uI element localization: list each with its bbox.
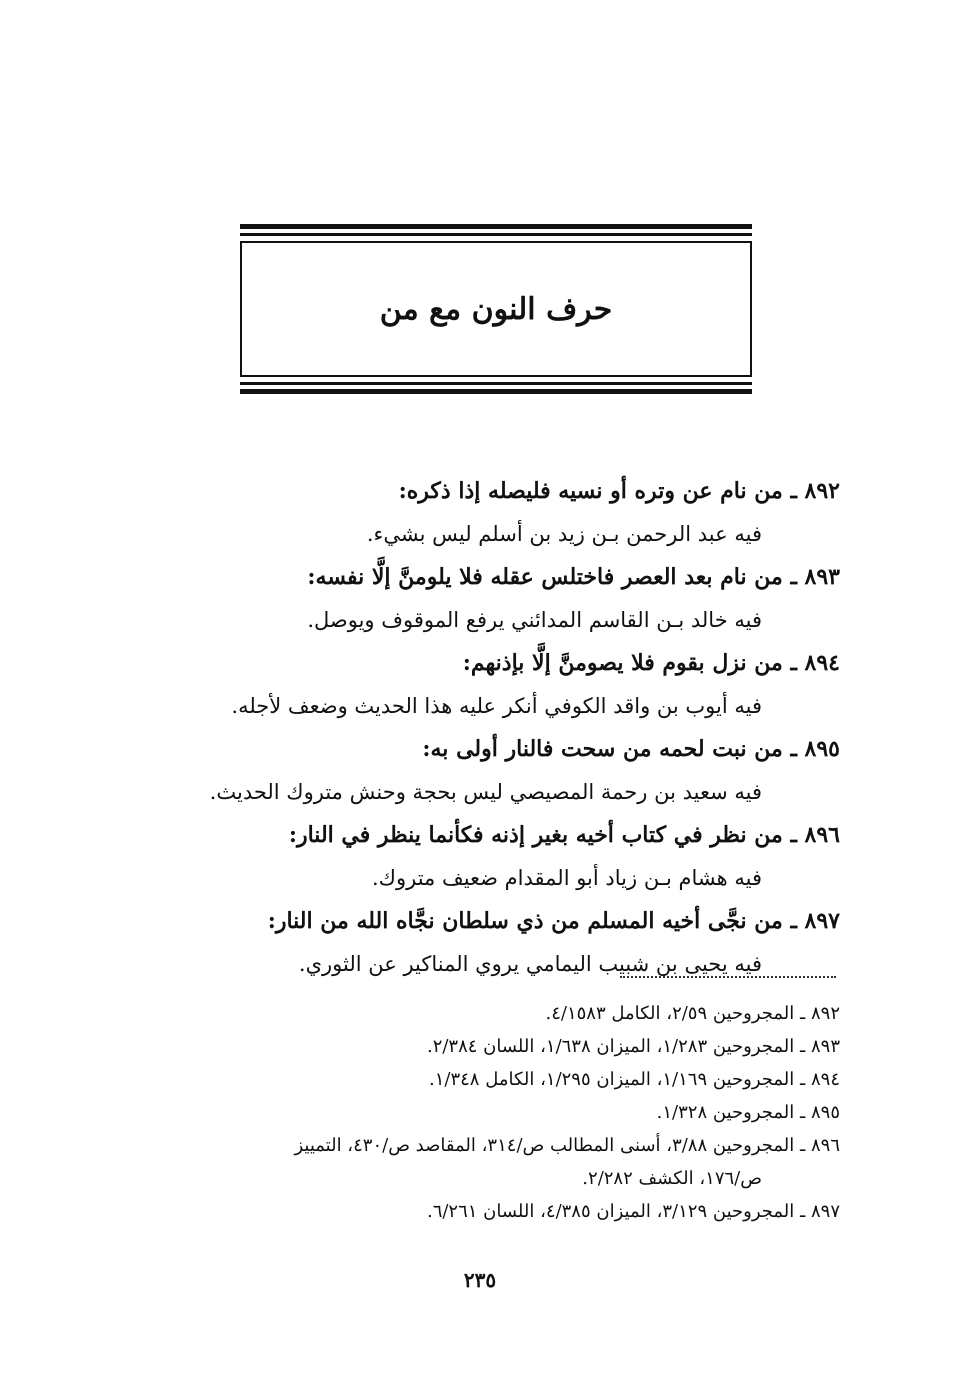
entry-heading: ٨٩٤ ـ من نزل بقوم فلا يصومنَّ إلَّا بإذنهم:	[150, 642, 840, 685]
entry-heading: ٨٩٥ ـ من نبت لحمه من سحت فالنار أولى به:	[150, 728, 840, 771]
footnote: ٨٩٦ ـ المجروحين ٣/٨٨، أسنى المطالب ص/٣١٤، المقاصد ص/٤٣٠، التمييز	[294, 1135, 840, 1156]
entry-text: من نظر في كتاب أخيه بغير إذنه فكأنما ينظر في النار:	[288, 822, 783, 848]
entry-number: ٨٩٦	[804, 822, 840, 848]
entry-heading: ٨٩٧ ـ من نجَّى أخيه المسلم من ذي سلطان نجَّاه الله من النار:	[150, 900, 840, 943]
entry-note: فيه عبد الرحمن بـن زيد بن أسلم ليس بشيء.	[366, 522, 762, 546]
entry-heading: ٨٩٣ ـ من نام بعد العصر فاختلس عقله فلا يلومنَّ إلَّا نفسه:	[150, 556, 840, 599]
footnote-text: المجروحين ١/١٦٩، الميزان ١/٢٩٥، الكامل ١/٣٤٨.	[428, 1069, 795, 1090]
footnote-number: ٨٩٦	[810, 1135, 840, 1156]
footnote-text: المجروحين ١/٣٢٨.	[656, 1102, 795, 1123]
entry-text: من نام عن وتره أو نسيه فليصله إذا ذكره:	[398, 478, 783, 504]
chapter-title-frame	[240, 224, 752, 394]
footnotes	[136, 997, 840, 1228]
footnote-continuation: ص/١٧٦، الكشف ٢/٢٨٢.	[582, 1168, 762, 1189]
entry-text: من نجَّى أخيه المسلم من ذي سلطان نجَّاه الله من النار:	[267, 908, 783, 934]
footnote-text: المجروحين ٣/١٢٩، الميزان ٤/٣٨٥، اللسان ٦/٢٦١.	[426, 1201, 795, 1222]
entry-note: فيه يحيى بن شبيب اليمامي يروي المناكير عن الثوري.	[298, 952, 762, 976]
entry-note: فيه هشام بـن زياد أبو المقدام ضعيف متروك.	[371, 866, 762, 890]
chapter-title: حرف النون مع من	[379, 291, 613, 327]
footnote-text: المجروحين ١/٢٨٣، الميزان ١/٦٣٨، اللسان ٢/٣٨٤.	[426, 1036, 795, 1057]
footnote-number: ٨٩٢	[810, 1003, 840, 1024]
entry-text: من نام بعد العصر فاختلس عقله فلا يلومنَّ إلَّا نفسه:	[307, 564, 783, 590]
footnote: ٨٩٣ ـ المجروحين ١/٢٨٣، الميزان ١/٦٣٨، اللسان ٢/٣٨٤.	[426, 1036, 840, 1057]
entry-note: فيه سعيد بن رحمة المصيصي ليس بحجة وحنش متروك الحديث.	[209, 780, 762, 804]
entry-note: فيه أيوب بن واقد الكوفي أنكر عليه هذا الحديث وضعف لأجله.	[231, 694, 762, 718]
footnote: ٨٩٥ ـ المجروحين ١/٣٢٨.	[656, 1102, 840, 1123]
footnote: ٨٩٢ ـ المجروحين ٢/٥٩، الكامل ٤/١٥٨٣.	[545, 1003, 840, 1024]
chapter-title-box	[240, 241, 752, 377]
frame-rule-top-thick	[240, 224, 752, 229]
footnote-separator	[620, 976, 836, 980]
footnote-text: المجروحين ٢/٥٩، الكامل ٤/١٥٨٣.	[545, 1003, 795, 1024]
frame-rule-top-thin	[240, 233, 752, 236]
footnote-number: ٨٩٧	[810, 1201, 840, 1222]
entry-number: ٨٩٧	[804, 908, 840, 934]
frame-rule-bottom-thick	[240, 389, 752, 394]
entry-text: من نبت لحمه من سحت فالنار أولى به:	[422, 736, 783, 762]
entry-number: ٨٩٤	[804, 650, 840, 676]
entry-text: من نزل بقوم فلا يصومنَّ إلَّا بإذنهم:	[462, 650, 783, 676]
footnote: ٨٩٤ ـ المجروحين ١/١٦٩، الميزان ١/٢٩٥، الكامل ١/٣٤٨.	[428, 1069, 840, 1090]
footnote-number: ٨٩٣	[810, 1036, 840, 1057]
entry-note: فيه خالد بـن القاسم المدائني يرفع الموقوف ويوصل.	[307, 608, 762, 632]
page-number: ٢٣٥	[463, 1268, 497, 1292]
entry-number: ٨٩٥	[804, 736, 840, 762]
footnote-number: ٨٩٤	[810, 1069, 840, 1090]
entry-number: ٨٩٣	[804, 564, 840, 590]
footnote: ٨٩٧ ـ المجروحين ٣/١٢٩، الميزان ٤/٣٨٥، اللسان ٦/٢٦١.	[426, 1201, 840, 1222]
frame-rule-bottom-thin	[240, 382, 752, 385]
footnote-text: المجروحين ٣/٨٨، أسنى المطالب ص/٣١٤، المقاصد ص/٤٣٠، التمييز	[294, 1135, 795, 1156]
entry-number: ٨٩٢	[804, 478, 840, 504]
hadith-entries	[150, 470, 840, 986]
entry-heading: ٨٩٦ ـ من نظر في كتاب أخيه بغير إذنه فكأنما ينظر في النار:	[150, 814, 840, 857]
entry-heading: ٨٩٢ ـ من نام عن وتره أو نسيه فليصله إذا ذكره:	[150, 470, 840, 513]
footnote-number: ٨٩٥	[810, 1102, 840, 1123]
